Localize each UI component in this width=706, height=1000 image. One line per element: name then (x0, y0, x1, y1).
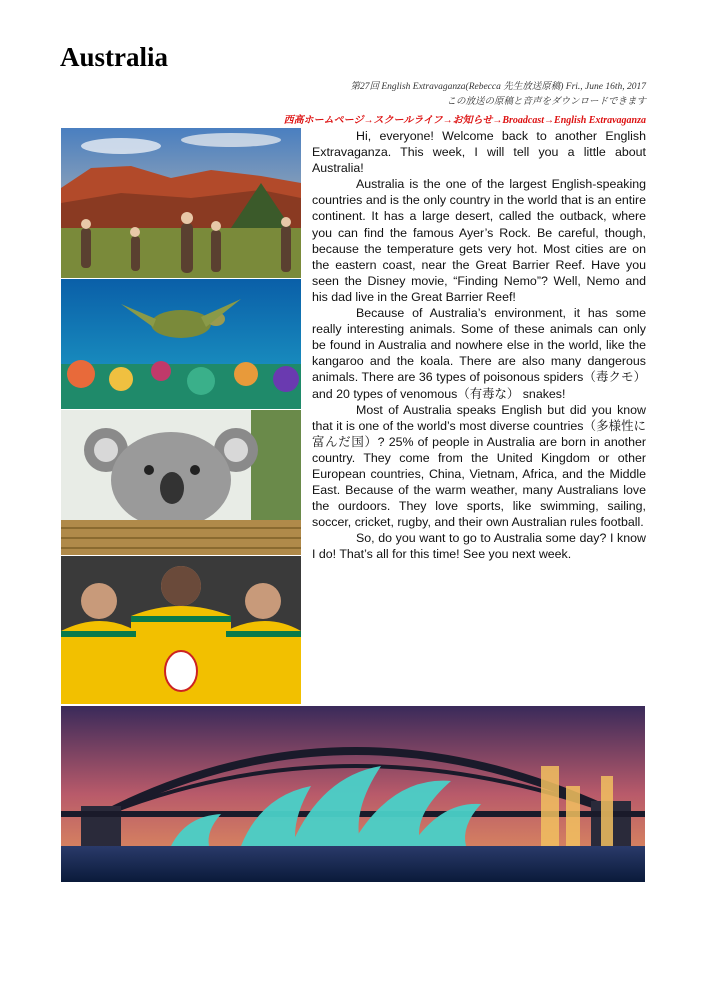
article-paragraph: So, do you want to go to Australia some day? I know I do! That’s all for this time! See you next week. (312, 531, 646, 562)
article-paragraph: Hi, everyone! Welcome back to another English Extravaganza. This week, I will tell you a little about Australia! (312, 129, 646, 176)
article-paragraph: Because of Australia’s environment, it has some really interesting animals. Some of these animals can only be found in Australia and nowhere else in the world, like the kangaroo and the koala. There are also many dangerous animals. There are 36 types of poisonous spiders（毒クモ）and 20 types of venomous（有毒な） snakes! (312, 306, 646, 401)
sea-turtle-reef-photo (61, 279, 301, 409)
rugby-players-photo (61, 556, 301, 704)
page-title: Australia (60, 42, 168, 72)
broadcast-info: 第27回 English Extravaganza(Rebecca 先生放送原稿) Fri., June 16th, 2017 (350, 82, 646, 92)
sydney-opera-house-photo (61, 706, 645, 882)
koala-photo (61, 410, 301, 555)
download-note: この放送の原稿と音声をダウンロードできます (446, 97, 646, 107)
navigation-path: 西高ホームページ→スクールライフ→お知らせ→Broadcast→English Extravaganza (283, 115, 646, 126)
article-paragraph: Most of Australia speaks English but did you know that it is one of the world’s most diverse countries（多様性に富んだ国）? 25% of people in Australia are born in another country. They come from the United Kingdom or other European countries, China, Vietnam, Africa, and the Middle East. Because of the warm weather, many Australians love the ourdoors. They love sports, like swimming, sailing, soccer, cricket, rugby, and their own Australian rules football. (312, 402, 646, 530)
article-paragraph: Australia is the one of the largest English-speaking countries and is the only country in the world that is an entire continent. It has a large desert, called the outback, where you can find the famous Ayer’s Rock. Be careful, though, because the temperature gets very hot. Most cities are on the eastern coast, near the Great Barrier Reef. Have you seen the Disney movie, “Finding Nemo”? Well, Nemo and his dad live in the Great Barrier Reef! (312, 177, 646, 304)
outback-hikers-photo (61, 128, 301, 278)
article-body (312, 128, 646, 563)
